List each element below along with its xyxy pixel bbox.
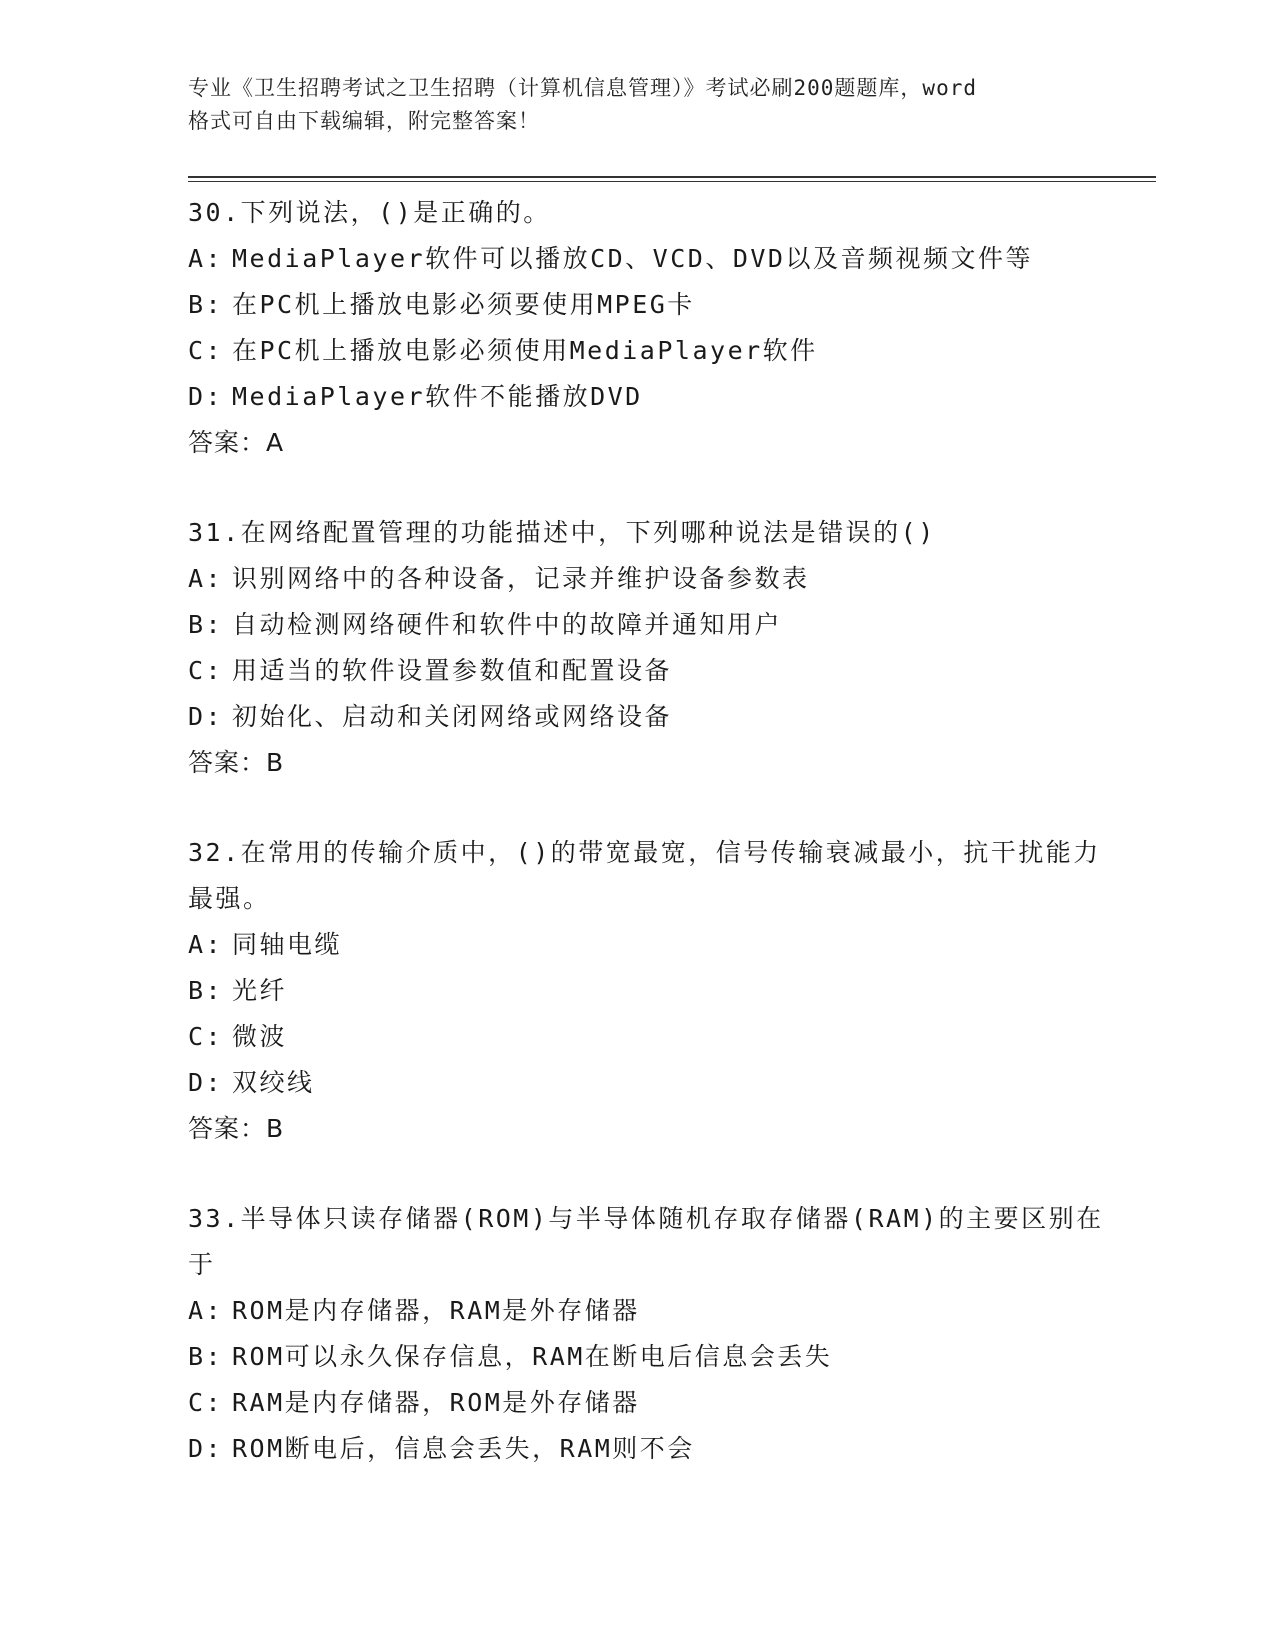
question-stem: 32.在常用的传输介质中，()的带宽最宽，信号传输衰减最小，抗干扰能力最强。: [188, 838, 1101, 913]
option-label: A:: [188, 564, 224, 593]
answer: 答案：B: [188, 748, 285, 777]
option-label: B:: [188, 610, 224, 639]
option-label: A:: [188, 244, 224, 273]
option-text: 自动检测网络硬件和软件中的故障并通知用户: [232, 610, 783, 639]
option-label: B:: [188, 1342, 224, 1371]
option-label: B:: [188, 976, 224, 1005]
question-stem: 31.在网络配置管理的功能描述中，下列哪种说法是错误的(): [188, 518, 936, 547]
option-c: [188, 328, 1108, 374]
option-label: D:: [188, 382, 224, 411]
option-a: [188, 556, 1108, 602]
option-a: [188, 922, 1108, 968]
question-32: [188, 830, 1108, 1152]
option-text: 在PC机上播放电影必须要使用MPEG卡: [232, 290, 695, 319]
question-30: [188, 190, 1108, 466]
option-b: [188, 602, 1108, 648]
option-label: A:: [188, 930, 224, 959]
option-label: C:: [188, 1388, 224, 1417]
option-label: A:: [188, 1296, 224, 1325]
question-31: [188, 510, 1108, 786]
question-stem: 30.下列说法，()是正确的。: [188, 198, 551, 227]
option-b: [188, 968, 1108, 1014]
option-text: 同轴电缆: [232, 930, 343, 959]
option-text: 微波: [232, 1022, 288, 1051]
option-label: C:: [188, 656, 224, 685]
question-list: [188, 190, 1108, 1516]
header-line-2: 格式可自由下载编辑，附完整答案！: [188, 109, 540, 133]
header-divider: [188, 176, 1156, 182]
option-d: [188, 1426, 1108, 1472]
option-label: D:: [188, 702, 224, 731]
option-c: [188, 648, 1108, 694]
option-text: 光纤: [232, 976, 288, 1005]
option-text: 双绞线: [232, 1068, 315, 1097]
document-header: [188, 72, 1088, 138]
option-label: B:: [188, 290, 224, 319]
option-label: D:: [188, 1434, 224, 1463]
header-line-1: 专业《卫生招聘考试之卫生招聘（计算机信息管理）》考试必刷200题题库，word: [188, 76, 977, 100]
option-d: [188, 1060, 1108, 1106]
option-text: 识别网络中的各种设备，记录并维护设备参数表: [232, 564, 810, 593]
option-text: ROM是内存储器，RAM是外存储器: [232, 1296, 640, 1325]
option-a: [188, 236, 1108, 282]
option-c: [188, 1014, 1108, 1060]
option-d: [188, 374, 1108, 420]
option-label: C:: [188, 1022, 224, 1051]
option-c: [188, 1380, 1108, 1426]
option-b: [188, 282, 1108, 328]
option-text: 初始化、启动和关闭网络或网络设备: [232, 702, 673, 731]
option-a: [188, 1288, 1108, 1334]
option-text: ROM可以永久保存信息，RAM在断电后信息会丢失: [232, 1342, 833, 1371]
option-label: C:: [188, 336, 224, 365]
answer: 答案：A: [188, 428, 285, 457]
option-b: [188, 1334, 1108, 1380]
option-text: 在PC机上播放电影必须使用MediaPlayer软件: [232, 336, 818, 365]
answer: 答案：B: [188, 1114, 285, 1143]
option-text: MediaPlayer软件可以播放CD、VCD、DVD以及音频视频文件等: [232, 244, 1033, 273]
option-text: ROM断电后，信息会丢失，RAM则不会: [232, 1434, 695, 1463]
question-stem: 33.半导体只读存储器(ROM)与半导体随机存取存储器(RAM)的主要区别在于: [188, 1204, 1104, 1279]
option-label: D:: [188, 1068, 224, 1097]
option-text: 用适当的软件设置参数值和配置设备: [232, 656, 673, 685]
option-text: MediaPlayer软件不能播放DVD: [232, 382, 643, 411]
option-d: [188, 694, 1108, 740]
question-33: [188, 1196, 1108, 1472]
option-text: RAM是内存储器，ROM是外存储器: [232, 1388, 640, 1417]
